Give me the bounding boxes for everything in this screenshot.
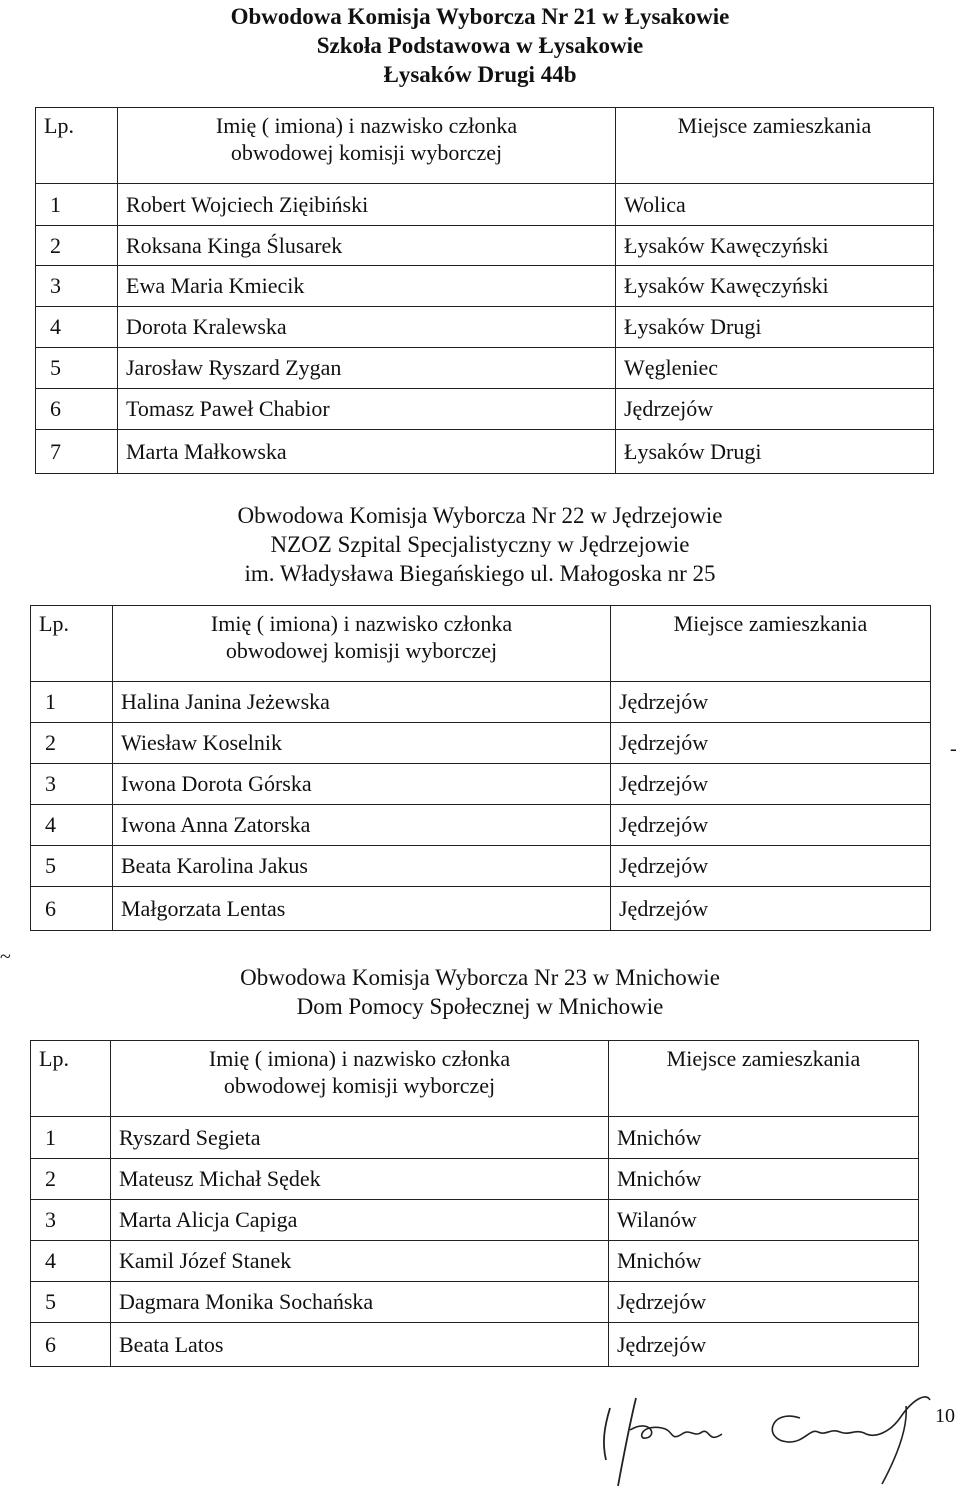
- member-name: Jarosław Ryszard Zygan: [118, 348, 616, 389]
- row-number: 4: [31, 805, 113, 846]
- member-name: Dorota Kralewska: [118, 307, 616, 348]
- commission-21-heading: [0, 2, 960, 89]
- heading-line: Łysaków Drugi 44b: [383, 62, 577, 87]
- member-name: Tomasz Paweł Chabior: [118, 389, 616, 430]
- column-header-name: [113, 606, 611, 682]
- handwritten-signature: [590, 1388, 960, 1488]
- member-name: Beata Latos: [111, 1323, 609, 1367]
- table-row: [31, 1200, 919, 1241]
- heading-line: Szkoła Podstawowa w Łysakowie: [316, 33, 644, 58]
- table-row: [36, 389, 934, 430]
- heading-line: Obwodowa Komisja Wyborcza Nr 21 w Łysakowie: [230, 4, 730, 29]
- commission-23-heading: [0, 963, 960, 1021]
- row-number: 6: [36, 389, 118, 430]
- member-residence: Mnichów: [609, 1241, 919, 1282]
- row-number: 6: [31, 887, 113, 931]
- member-name: Mateusz Michał Sędek: [111, 1159, 609, 1200]
- column-header-lp: Lp.: [36, 108, 118, 184]
- table-row: [31, 1117, 919, 1159]
- column-header-lp: Lp.: [31, 606, 113, 682]
- scan-mark: -: [950, 738, 957, 760]
- scan-mark: ~: [0, 946, 11, 968]
- member-residence: Wilanów: [609, 1200, 919, 1241]
- header-line: obwodowej komisji wyborczej: [223, 1073, 496, 1098]
- column-header-name: [111, 1041, 609, 1117]
- row-number: 2: [36, 226, 118, 266]
- member-residence: Łysaków Kawęczyński: [616, 226, 934, 266]
- table-row: [31, 805, 931, 846]
- column-header-lp: Lp.: [31, 1041, 111, 1117]
- table-row: [31, 1323, 919, 1367]
- member-residence: Mnichów: [609, 1159, 919, 1200]
- table-header-row: [31, 606, 931, 682]
- member-name: Małgorzata Lentas: [113, 887, 611, 931]
- table-row: [31, 723, 931, 764]
- table-row: [36, 307, 934, 348]
- table-row: [36, 430, 934, 474]
- row-number: 3: [31, 1200, 111, 1241]
- header-line: Imię ( imiona) i nazwisko członka: [215, 113, 518, 138]
- member-name: Halina Janina Jeżewska: [113, 682, 611, 723]
- row-number: 7: [36, 430, 118, 474]
- member-name: Iwona Anna Zatorska: [113, 805, 611, 846]
- row-number: 3: [31, 764, 113, 805]
- table-row: [31, 764, 931, 805]
- table-row: [31, 1241, 919, 1282]
- row-number: 1: [36, 184, 118, 226]
- header-line: Imię ( imiona) i nazwisko członka: [210, 611, 513, 636]
- column-header-residence: Miejsce zamieszkania: [609, 1041, 919, 1117]
- member-name: Marta Alicja Capiga: [111, 1200, 609, 1241]
- column-header-residence: Miejsce zamieszkania: [616, 108, 934, 184]
- row-number: 3: [36, 266, 118, 307]
- member-residence: Jędrzejów: [611, 887, 931, 931]
- column-header-name: [118, 108, 616, 184]
- heading-line: Obwodowa Komisja Wyborcza Nr 23 w Mnichowie: [240, 965, 720, 990]
- member-residence: Jędrzejów: [609, 1282, 919, 1323]
- table-row: [31, 846, 931, 887]
- row-number: 4: [36, 307, 118, 348]
- table-row: [36, 226, 934, 266]
- row-number: 1: [31, 682, 113, 723]
- member-residence: Łysaków Kawęczyński: [616, 266, 934, 307]
- row-number: 2: [31, 1159, 111, 1200]
- row-number: 5: [31, 846, 113, 887]
- table-row: [36, 348, 934, 389]
- row-number: 4: [31, 1241, 111, 1282]
- member-residence: Jędrzejów: [611, 764, 931, 805]
- member-residence: Łysaków Drugi: [616, 307, 934, 348]
- member-name: Roksana Kinga Ślusarek: [118, 226, 616, 266]
- member-name: Iwona Dorota Górska: [113, 764, 611, 805]
- member-name: Beata Karolina Jakus: [113, 846, 611, 887]
- page-number: 10: [935, 1405, 955, 1427]
- heading-line: Obwodowa Komisja Wyborcza Nr 22 w Jędrzejowie: [237, 503, 723, 528]
- member-name: Kamil Józef Stanek: [111, 1241, 609, 1282]
- header-line: Imię ( imiona) i nazwisko członka: [208, 1046, 511, 1071]
- row-number: 6: [31, 1323, 111, 1367]
- column-header-residence: Miejsce zamieszkania: [611, 606, 931, 682]
- table-row: [36, 184, 934, 226]
- header-line: obwodowej komisji wyborczej: [230, 140, 503, 165]
- member-residence: Jędrzejów: [611, 805, 931, 846]
- row-number: 2: [31, 723, 113, 764]
- heading-line: im. Władysława Biegańskiego ul. Małogoska nr 25: [244, 561, 716, 586]
- member-name: Robert Wojciech Zięibiński: [118, 184, 616, 226]
- row-number: 5: [31, 1282, 111, 1323]
- table-header-row: [31, 1041, 919, 1117]
- commission-21-table: [35, 107, 934, 474]
- row-number: 5: [36, 348, 118, 389]
- table-header-row: [36, 108, 934, 184]
- member-residence: Wolica: [616, 184, 934, 226]
- member-residence: Jędrzejów: [611, 723, 931, 764]
- commission-22-table: [30, 605, 931, 931]
- member-name: Dagmara Monika Sochańska: [111, 1282, 609, 1323]
- commission-23-table: [30, 1040, 919, 1367]
- member-residence: Jędrzejów: [616, 389, 934, 430]
- member-name: Ewa Maria Kmiecik: [118, 266, 616, 307]
- heading-line: NZOZ Szpital Specjalistyczny w Jędrzejowie: [270, 532, 690, 557]
- member-name: Wiesław Koselnik: [113, 723, 611, 764]
- member-name: Marta Małkowska: [118, 430, 616, 474]
- heading-line: Dom Pomocy Społecznej w Mnichowie: [296, 994, 664, 1019]
- member-residence: Mnichów: [609, 1117, 919, 1159]
- member-residence: Jędrzejów: [611, 682, 931, 723]
- row-number: 1: [31, 1117, 111, 1159]
- member-residence: Jędrzejów: [611, 846, 931, 887]
- member-residence: Węgleniec: [616, 348, 934, 389]
- table-row: [31, 1282, 919, 1323]
- table-row: [36, 266, 934, 307]
- table-row: [31, 1159, 919, 1200]
- member-name: Ryszard Segieta: [111, 1117, 609, 1159]
- commission-22-heading: [0, 501, 960, 588]
- table-row: [31, 682, 931, 723]
- table-row: [31, 887, 931, 931]
- header-line: obwodowej komisji wyborczej: [225, 638, 498, 663]
- member-residence: Łysaków Drugi: [616, 430, 934, 474]
- member-residence: Jędrzejów: [609, 1323, 919, 1367]
